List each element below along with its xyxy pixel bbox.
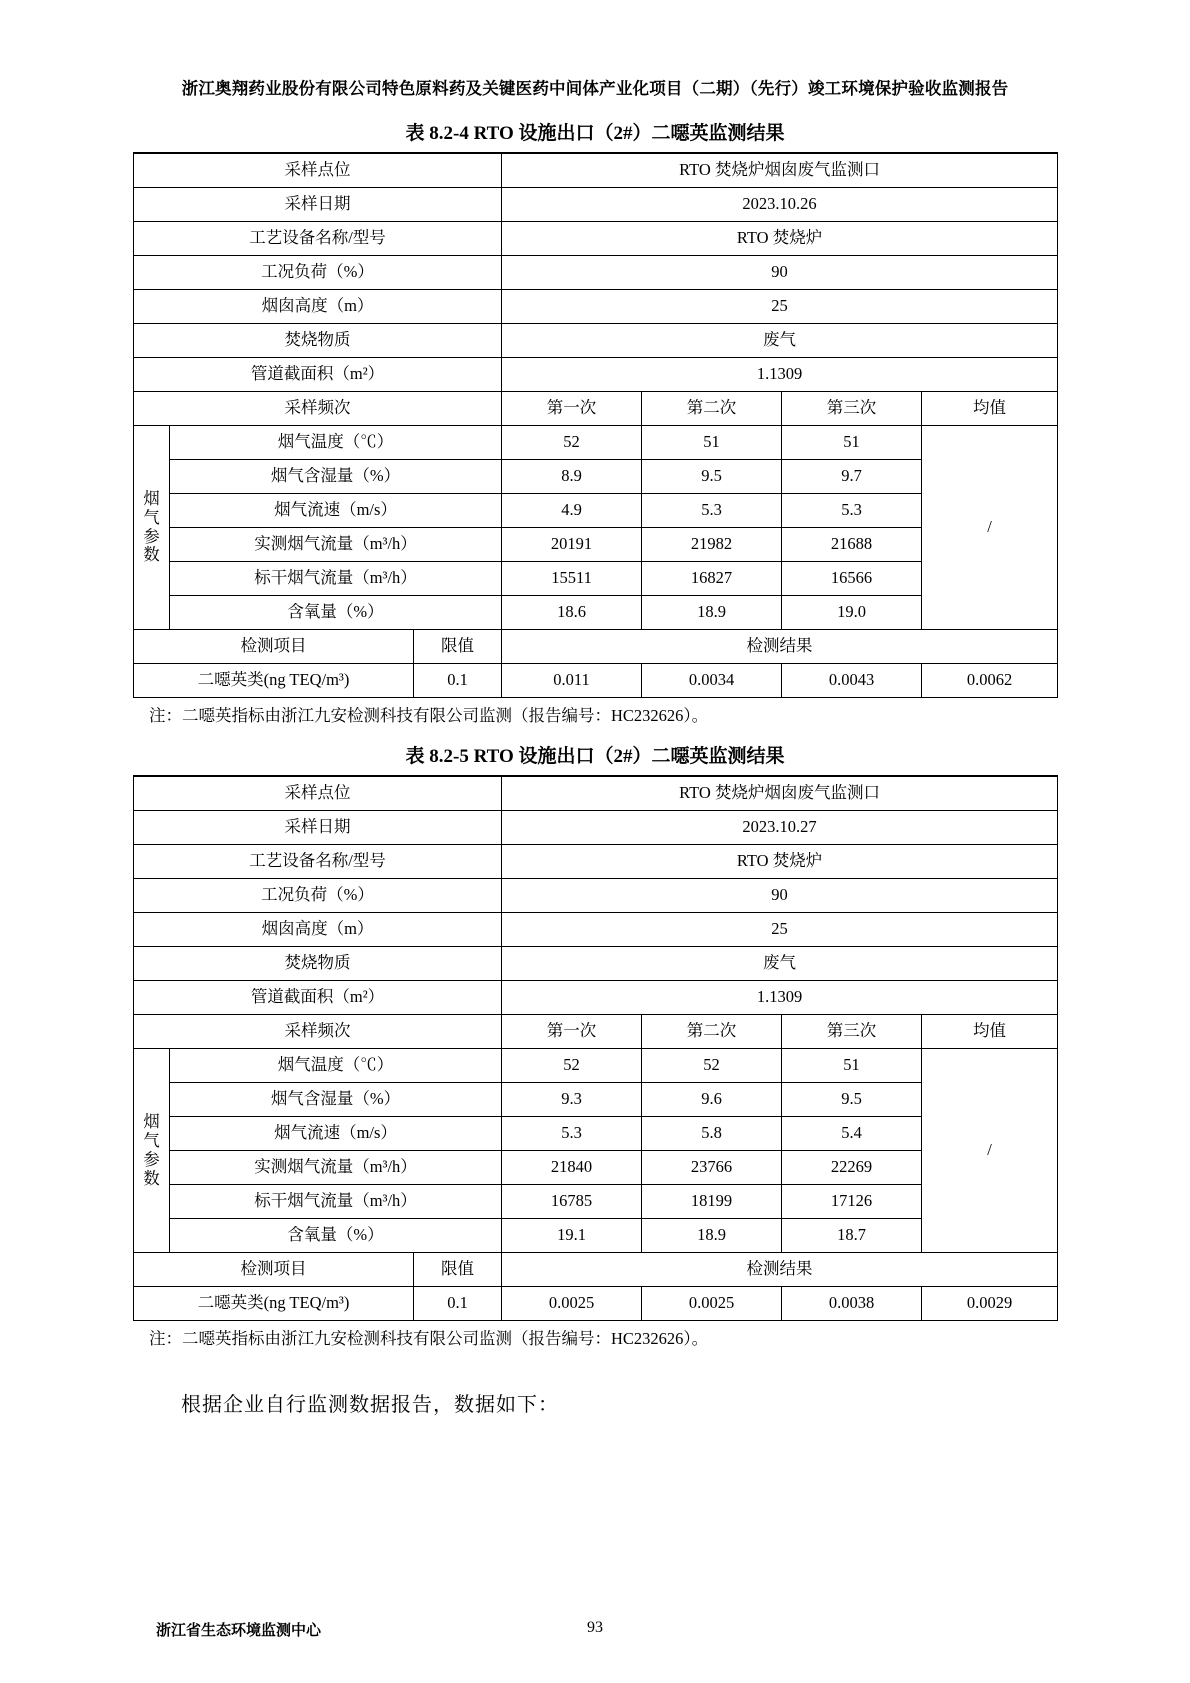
frequency-col-3: 第三次 (782, 392, 922, 426)
param-name: 实测烟气流量（m³/h） (170, 1151, 502, 1185)
result-limit: 0.1 (414, 1287, 502, 1321)
param-value-1: 18.6 (502, 596, 642, 630)
row-label: 采样日期 (134, 811, 502, 845)
group-label-flue-gas-params: 烟 气 参 数 (134, 1049, 170, 1253)
param-value-3: 22269 (782, 1151, 922, 1185)
result-value-1: 0.011 (502, 664, 642, 698)
result-value-avg: 0.0029 (922, 1287, 1058, 1321)
result-limit-header: 限值 (414, 1253, 502, 1287)
param-value-3: 9.7 (782, 460, 922, 494)
table-row (134, 290, 1058, 324)
row-label: 采样日期 (134, 188, 502, 222)
table-row (134, 981, 1058, 1015)
row-label: 烟囱高度（m） (134, 913, 502, 947)
table-row (134, 494, 1058, 528)
row-value: 2023.10.27 (502, 811, 1058, 845)
param-value-2: 23766 (642, 1151, 782, 1185)
param-value-3: 18.7 (782, 1219, 922, 1253)
result-value-2: 0.0025 (642, 1287, 782, 1321)
result-value-header: 检测结果 (502, 1253, 1058, 1287)
row-label: 工艺设备名称/型号 (134, 845, 502, 879)
param-value-3: 21688 (782, 528, 922, 562)
table-row (134, 947, 1058, 981)
frequency-col-2: 第二次 (642, 1015, 782, 1049)
avg-mark: / (922, 426, 1058, 630)
table-row (134, 1151, 1058, 1185)
param-name: 烟气流速（m/s） (170, 1117, 502, 1151)
param-value-1: 8.9 (502, 460, 642, 494)
frequency-header-row (134, 1015, 1058, 1049)
result-header-row (134, 1253, 1058, 1287)
param-name: 含氧量（%） (170, 596, 502, 630)
table-row (134, 913, 1058, 947)
frequency-col-3: 第三次 (782, 1015, 922, 1049)
table-row (134, 879, 1058, 913)
table-row (134, 776, 1058, 811)
table-row (134, 188, 1058, 222)
param-value-2: 21982 (642, 528, 782, 562)
param-value-2: 18199 (642, 1185, 782, 1219)
page-content (133, 118, 1057, 1437)
row-value: 90 (502, 256, 1058, 290)
table-row (134, 1049, 1058, 1083)
param-value-3: 19.0 (782, 596, 922, 630)
row-label: 工况负荷（%） (134, 256, 502, 290)
monitoring-table-2 (133, 775, 1058, 1321)
table-note-2: 注：二噁英指标由浙江九安检测科技有限公司监测（报告编号：HC232626）。 (149, 1329, 709, 1349)
param-name: 实测烟气流量（m³/h） (170, 528, 502, 562)
row-value: RTO 焚烧炉烟囱废气监测口 (502, 153, 1058, 188)
result-limit-header: 限值 (414, 630, 502, 664)
footer-organization: 浙江省生态环境监测中心 (156, 1622, 322, 1639)
result-value-1: 0.0025 (502, 1287, 642, 1321)
result-value-avg: 0.0062 (922, 664, 1058, 698)
param-value-3: 51 (782, 426, 922, 460)
monitoring-table-1 (133, 152, 1058, 698)
param-value-1: 4.9 (502, 494, 642, 528)
param-value-1: 16785 (502, 1185, 642, 1219)
result-row (134, 664, 1058, 698)
group-label-flue-gas-params: 烟 气 参 数 (134, 426, 170, 630)
table-row (134, 358, 1058, 392)
row-value: 废气 (502, 947, 1058, 981)
param-name: 烟气含湿量（%） (170, 460, 502, 494)
result-value-3: 0.0038 (782, 1287, 922, 1321)
frequency-col-1: 第一次 (502, 392, 642, 426)
param-name: 含氧量（%） (170, 1219, 502, 1253)
param-name: 烟气温度（℃） (170, 426, 502, 460)
table-row (134, 153, 1058, 188)
frequency-col-avg: 均值 (922, 1015, 1058, 1049)
param-value-2: 5.8 (642, 1117, 782, 1151)
result-item: 二噁英类(ng TEQ/m³) (134, 1287, 414, 1321)
table-row (134, 845, 1058, 879)
param-name: 烟气含湿量（%） (170, 1083, 502, 1117)
param-value-1: 19.1 (502, 1219, 642, 1253)
param-name: 烟气温度（℃） (170, 1049, 502, 1083)
frequency-header-row (134, 392, 1058, 426)
table-row (134, 1117, 1058, 1151)
param-value-1: 52 (502, 426, 642, 460)
frequency-label: 采样频次 (134, 392, 502, 426)
table-row (134, 256, 1058, 290)
footer-page-number: 93 (587, 1619, 603, 1636)
table-row (134, 426, 1058, 460)
row-value: RTO 焚烧炉 (502, 845, 1058, 879)
frequency-label: 采样频次 (134, 1015, 502, 1049)
table-row (134, 222, 1058, 256)
row-value: 25 (502, 913, 1058, 947)
table-note-1: 注：二噁英指标由浙江九安检测科技有限公司监测（报告编号：HC232626）。 (149, 706, 709, 725)
table-row (134, 1185, 1058, 1219)
row-value: RTO 焚烧炉 (502, 222, 1058, 256)
result-item-header: 检测项目 (134, 630, 414, 664)
param-value-1: 21840 (502, 1151, 642, 1185)
row-value: RTO 焚烧炉烟囱废气监测口 (502, 776, 1058, 811)
row-value: 1.1309 (502, 358, 1058, 392)
table-row (134, 562, 1058, 596)
param-value-1: 9.3 (502, 1083, 642, 1117)
param-name: 标干烟气流量（m³/h） (170, 562, 502, 596)
table-row (134, 811, 1058, 845)
row-value: 废气 (502, 324, 1058, 358)
table-row (134, 324, 1058, 358)
frequency-col-avg: 均值 (922, 392, 1058, 426)
row-label: 采样点位 (134, 153, 502, 188)
param-value-2: 18.9 (642, 596, 782, 630)
row-label: 工艺设备名称/型号 (134, 222, 502, 256)
table-row (134, 1219, 1058, 1253)
row-label: 管道截面积（m²） (134, 981, 502, 1015)
row-value: 1.1309 (502, 981, 1058, 1015)
table-title-2: 表 8.2-5 RTO 设施出口（2#）二噁英监测结果 (405, 746, 785, 768)
result-value-header: 检测结果 (502, 630, 1058, 664)
table-title-1: 表 8.2-4 RTO 设施出口（2#）二噁英监测结果 (405, 123, 785, 144)
table-row (134, 1083, 1058, 1117)
row-label: 管道截面积（m²） (134, 358, 502, 392)
result-value-2: 0.0034 (642, 664, 782, 698)
table-row (134, 596, 1058, 630)
table-row (134, 460, 1058, 494)
param-value-2: 51 (642, 426, 782, 460)
param-value-2: 16827 (642, 562, 782, 596)
result-item-header: 检测项目 (134, 1253, 414, 1287)
param-value-1: 5.3 (502, 1117, 642, 1151)
param-name: 烟气流速（m/s） (170, 494, 502, 528)
result-row (134, 1287, 1058, 1321)
frequency-col-1: 第一次 (502, 1015, 642, 1049)
table-row (134, 528, 1058, 562)
result-item: 二噁英类(ng TEQ/m³) (134, 664, 414, 698)
row-label: 烟囱高度（m） (134, 290, 502, 324)
param-value-3: 17126 (782, 1185, 922, 1219)
frequency-col-2: 第二次 (642, 392, 782, 426)
row-label: 焚烧物质 (134, 324, 502, 358)
param-value-3: 5.4 (782, 1117, 922, 1151)
row-label: 采样点位 (134, 776, 502, 811)
param-name: 标干烟气流量（m³/h） (170, 1185, 502, 1219)
param-value-2: 52 (642, 1049, 782, 1083)
param-value-1: 52 (502, 1049, 642, 1083)
param-value-3: 51 (782, 1049, 922, 1083)
param-value-3: 16566 (782, 562, 922, 596)
result-value-3: 0.0043 (782, 664, 922, 698)
param-value-3: 5.3 (782, 494, 922, 528)
param-value-2: 18.9 (642, 1219, 782, 1253)
avg-mark: / (922, 1049, 1058, 1253)
row-label: 焚烧物质 (134, 947, 502, 981)
param-value-2: 9.5 (642, 460, 782, 494)
param-value-3: 9.5 (782, 1083, 922, 1117)
row-value: 90 (502, 879, 1058, 913)
row-label: 工况负荷（%） (134, 879, 502, 913)
param-value-2: 9.6 (642, 1083, 782, 1117)
row-value: 25 (502, 290, 1058, 324)
result-limit: 0.1 (414, 664, 502, 698)
body-paragraph: 根据企业自行监测数据报告，数据如下： (181, 1394, 559, 1417)
param-value-2: 5.3 (642, 494, 782, 528)
row-value: 2023.10.26 (502, 188, 1058, 222)
param-value-1: 20191 (502, 528, 642, 562)
param-value-1: 15511 (502, 562, 642, 596)
page-header: 浙江奥翔药业股份有限公司特色原料药及关键医药中间体产业化项目（二期）（先行）竣工环境保护验收监测报告 (181, 79, 1009, 98)
result-header-row (134, 630, 1058, 664)
